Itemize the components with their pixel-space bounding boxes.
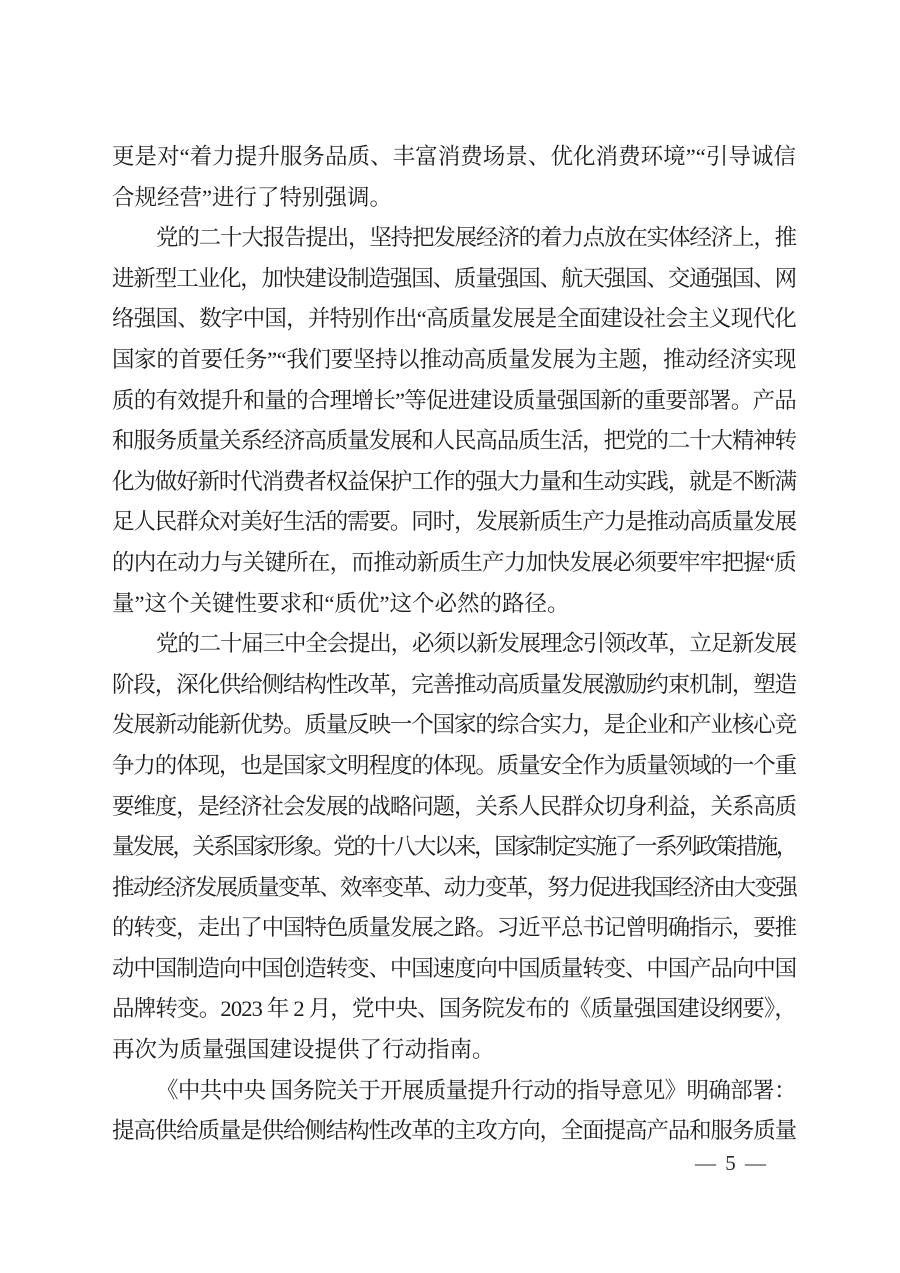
text-line: 的转变，走出了中国特色质量发展之路。习近平总书记曾明确指示，要推 xyxy=(112,915,797,941)
text-line: 质的有效提升和量的合理增长”等促进建设质量强国新的重要部署。产品 xyxy=(112,387,797,413)
text-line: 更是对“着力提升服务品质、丰富消费场景、优化消费环境”“引导诚信 xyxy=(112,144,796,169)
text-line: 再次为质量强国建设提供了行动指南。 xyxy=(112,1037,495,1063)
text-line: 络强国、数字中国，并特别作出“高质量发展是全面建设社会主义现代化 xyxy=(112,306,797,332)
paragraph-continuation xyxy=(112,137,796,218)
text-line: 量发展，关系国家形象。党的十八大以来，国家制定实施了一系列政策措施， xyxy=(112,834,796,860)
text-line: 进新型工业化，加快建设制造强国、质量强国、航天强国、交通强国、网 xyxy=(112,265,797,291)
text-line: 动中国制造向中国创造转变、中国速度向中国质量转变、中国产品向中国 xyxy=(112,955,797,981)
text-line: 提高供给质量是供给侧结构性改革的主攻方向，全面提高产品和服务质量 xyxy=(112,1118,797,1144)
text-line: 和服务质量关系经济高质量发展和人民高品质生活，把党的二十大精神转 xyxy=(112,428,797,454)
text-line: 推动经济发展质量变革、效率变革、动力变革，努力促进我国经济由大变强 xyxy=(112,874,796,900)
text-line: 化为做好新时代消费者权益保护工作的强大力量和生动实践，就是不断满 xyxy=(112,468,797,494)
text-line: 合规经营”进行了特别强调。 xyxy=(112,184,392,210)
text-line: 争力的体现，也是国家文明程度的体现。质量安全作为质量领域的一个重 xyxy=(112,752,797,778)
text-line: 《中共中央 国务院关于开展质量提升行动的指导意见》明确部署： xyxy=(156,1077,796,1103)
text-column xyxy=(112,137,796,1152)
page-number: — 5 — xyxy=(695,1151,768,1175)
paragraph-20th-congress xyxy=(112,218,796,624)
text-line: 发展新动能新优势。质量反映一个国家的综合实力，是企业和产业核心竞 xyxy=(112,712,797,738)
text-line: 品牌转变。2023 年 2 月，党中央、国务院发布的《质量强国建设纲要》， xyxy=(112,996,796,1022)
paragraph-guiding-opinions xyxy=(112,1071,796,1152)
text-line: 量”这个关键性要求和“质优”这个必然的路径。 xyxy=(112,590,570,616)
text-line: 的内在动力与关键所在，而推动新质生产力加快发展必须要牢牢把握“质 xyxy=(112,549,797,575)
paragraph-third-plenum xyxy=(112,624,796,1071)
text-line: 足人民群众对美好生活的需要。同时，发展新质生产力是推动高质量发展 xyxy=(112,509,797,535)
text-line: 党的二十届三中全会提出，必须以新发展理念引领改革，立足新发展 xyxy=(156,631,796,657)
text-line: 党的二十大报告提出，坚持把发展经济的着力点放在实体经济上，推 xyxy=(156,225,796,251)
text-line: 要维度，是经济社会发展的战略问题，关系人民群众切身利益，关系高质 xyxy=(112,793,797,819)
text-line: 国家的首要任务”“我们要坚持以推动高质量发展为主题，推动经济实现 xyxy=(112,346,796,372)
text-line: 阶段，深化供给侧结构性改革，完善推动高质量发展激励约束机制，塑造 xyxy=(112,671,797,697)
page-footer xyxy=(112,1148,796,1178)
